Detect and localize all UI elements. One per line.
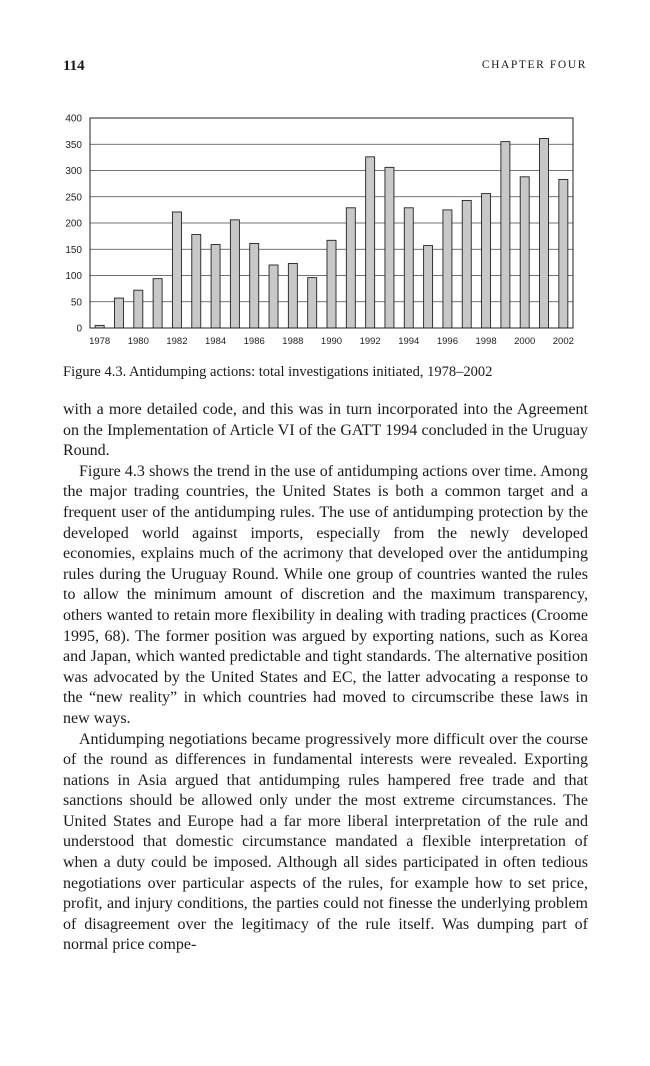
- paragraph: with a more detailed code, and this was in turn incorporated into the Agreement on the Implementation of Article VI of the GATT 1994 concluded in the Uruguay Round.: [63, 401, 588, 460]
- x-tick-label: 1986: [243, 336, 265, 347]
- x-tick-label: 1978: [89, 336, 111, 347]
- bar: [424, 246, 433, 328]
- y-tick-label: 150: [65, 244, 82, 256]
- bar: [346, 208, 355, 328]
- x-tick-label: 1996: [436, 336, 458, 347]
- x-tick-label: 2002: [552, 336, 574, 347]
- y-tick-label: 250: [65, 192, 82, 204]
- y-tick-label: 200: [65, 218, 82, 230]
- y-tick-label: 300: [65, 166, 82, 177]
- chapter-title: CHAPTER FOUR: [481, 59, 587, 71]
- bar: [366, 157, 375, 328]
- bar: [559, 179, 568, 328]
- bar: [134, 290, 143, 328]
- y-axis-ticks: [65, 114, 82, 335]
- x-tick-label: 1994: [398, 336, 420, 347]
- x-tick-label: 1988: [282, 336, 304, 347]
- bar: [462, 200, 471, 328]
- chart-bars: [95, 138, 568, 328]
- bar: [540, 138, 549, 328]
- body-text: [63, 400, 588, 956]
- bar: [250, 243, 259, 328]
- antidumping-bar-chart: [50, 110, 590, 350]
- bar: [230, 220, 239, 328]
- y-tick-label: 50: [70, 297, 82, 309]
- x-axis-ticks: [89, 336, 574, 347]
- bar: [192, 235, 201, 328]
- bar: [211, 245, 220, 328]
- x-tick-label: 1982: [166, 336, 188, 347]
- bar: [327, 240, 336, 328]
- y-tick-label: 400: [65, 113, 82, 125]
- bar: [308, 278, 317, 328]
- y-tick-label: 0: [76, 323, 82, 335]
- bar: [443, 210, 452, 328]
- bar: [269, 265, 278, 328]
- page-number: 114: [63, 58, 85, 74]
- bar: [153, 279, 162, 328]
- bar: [520, 177, 529, 328]
- bar: [501, 142, 510, 328]
- bar: [385, 167, 394, 328]
- bar: [114, 298, 123, 328]
- paragraph: Figure 4.3 shows the trend in the use of antidumping actions over time. Among the major trading countries, the United States is both a common target and a frequent user of the antidumping rules. The use of antidumping protection by the developed world against imports, especially from the newly developed economies, explains much of the acrimony that developed over the antidumping rules during the Uruguay Round. While one group of countries wanted the rules to allow the minimum amount of discretion and the maximum transparency, others wanted to retain more flexibility in dealing with trading practices (Croome 1995, 68). The former position was argued by exporting nations, such as Korea and Japan, which wanted predictable and tight standards. The alternative position was advocated by the United States and EC, the latter advocating a response to the “new reality” in which countries had moved to circumscribe these laws in new ways.: [63, 462, 588, 727]
- x-tick-label: 1998: [475, 336, 497, 347]
- figure-caption: Figure 4.3. Antidumping actions: total investigations initiated, 1978–2002: [63, 364, 493, 380]
- bar: [172, 212, 181, 328]
- running-head: [63, 58, 587, 78]
- y-tick-label: 350: [65, 139, 82, 151]
- x-tick-label: 2000: [514, 336, 536, 347]
- x-tick-label: 1984: [205, 336, 227, 347]
- bar: [288, 263, 297, 328]
- bar: [482, 194, 491, 328]
- x-tick-label: 1992: [359, 336, 381, 347]
- bar: [404, 208, 413, 328]
- x-tick-label: 1990: [320, 336, 343, 347]
- paragraph: Antidumping negotiations became progressively more difficult over the course of the round as differences in fundamental interests were revealed. Exporting nations in Asia argued that antidumping rules hampered free trade and that sanctions should be allowed only under the most extreme circumstances. The United States and Europe had a far more liberal interpretation of the rule and understood that domestic circumstance mandated a flexible interpretation of when a duty could be imposed. Although all sides participated in often tedious negotiations over particular aspects of the rules, for example how to set price, profit, and injury conditions, the parties could not finesse the underlying problem of disagreement over the legitimacy of the rule itself. Was dumping part of normal price compe-: [63, 730, 588, 954]
- x-tick-label: 1980: [127, 336, 149, 347]
- y-tick-label: 100: [65, 271, 82, 282]
